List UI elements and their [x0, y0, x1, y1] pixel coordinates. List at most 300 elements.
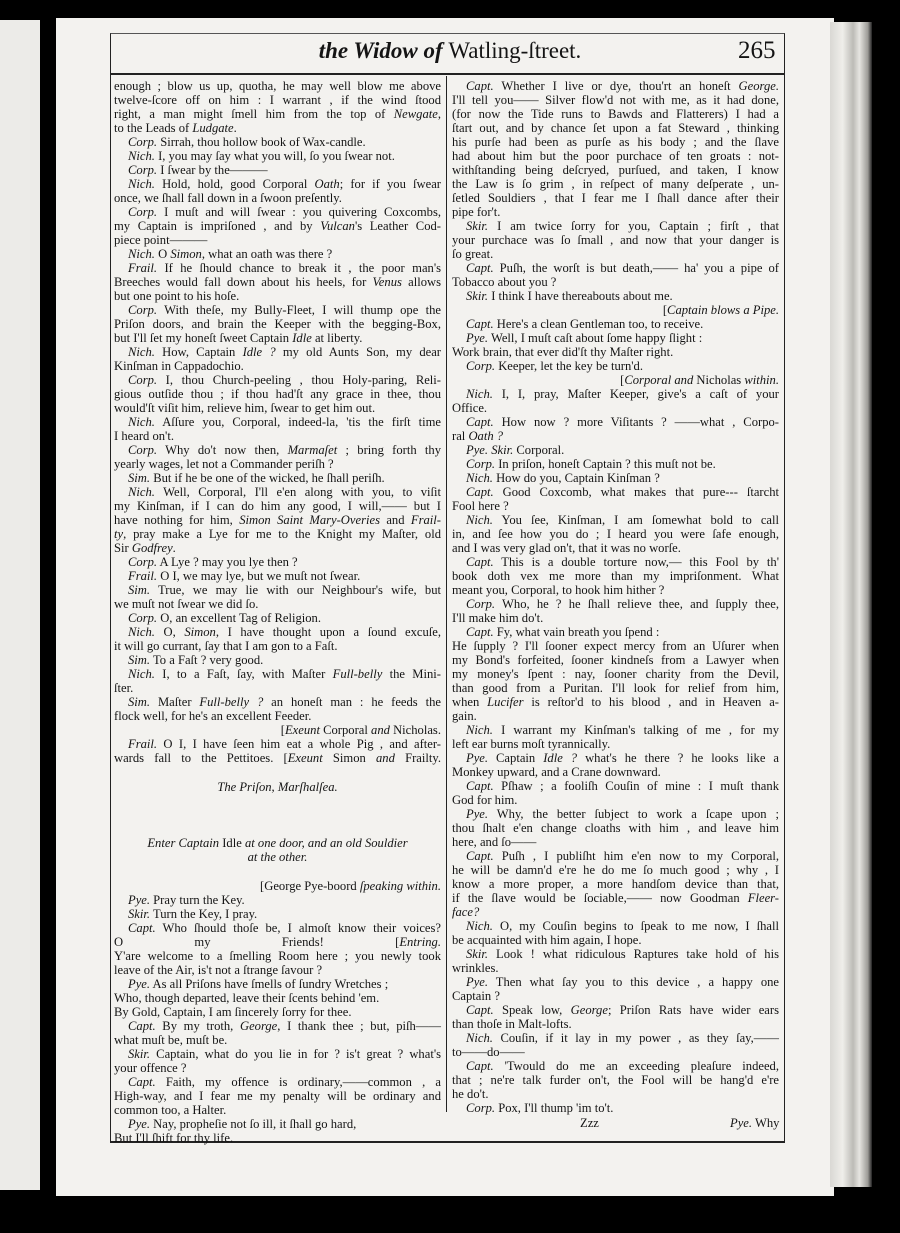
stage-direction [114, 723, 441, 737]
roman-text: Corporal [319, 723, 372, 737]
italic-text: Frail. [128, 261, 158, 275]
italic-text: Capt. [466, 779, 494, 793]
text-line [452, 863, 779, 877]
roman-text: Keeper, let the key be turn'd. [495, 359, 643, 373]
roman-text: O I, I have ſeen him eat a whole Pig , and after- [157, 737, 441, 751]
roman-text: Fy, what vain breath you ſpend : [493, 625, 660, 639]
text-line [114, 555, 441, 569]
roman-text: , pray make a Lye for me to the Knight my Maſter, old [123, 527, 441, 541]
roman-text: Couſin, if it lay in my power , as they ſay,—— [492, 1031, 779, 1045]
roman-text: Well, Corporal, I'll e'en along with you, to viſit [154, 485, 441, 499]
text-line [452, 751, 779, 765]
text-line [114, 695, 441, 709]
text-line [114, 991, 441, 1005]
roman-text: Speak low, [493, 1003, 571, 1017]
roman-text: Nay, propheſie not ſo ill, it ſhall go hard, [150, 1117, 357, 1131]
blank-line [114, 794, 441, 815]
italic-text: Nich. [466, 471, 493, 485]
text-line [114, 1061, 441, 1075]
roman-text: know a more proper, a more handſom device than that, [452, 877, 779, 891]
text-line [452, 513, 779, 527]
roman-text: Tobacco about you ? [452, 275, 557, 289]
italic-text: Corp. [128, 135, 158, 149]
text-line [114, 345, 441, 359]
roman-text: wards fall to the Pettitoes. [ [114, 751, 288, 765]
roman-text: ſter. [114, 681, 134, 695]
text-line [452, 1059, 779, 1073]
roman-text: what's he there ? he looks like a [577, 751, 779, 765]
italic-text: Skir. [466, 947, 489, 961]
text-line [452, 163, 779, 177]
text-line [452, 933, 779, 947]
roman-text: Turn the Key, I pray. [150, 907, 258, 921]
roman-text: ſetled Souldiers , that I fear me I ſhall dance after their [452, 191, 779, 205]
italic-text: George [239, 1019, 278, 1033]
text-line [114, 303, 441, 317]
italic-text: Skir. [466, 289, 489, 303]
text-line [114, 79, 441, 93]
italic-text: Sim. [128, 471, 151, 485]
text-line [452, 415, 779, 429]
italic-text: ſpeaking within. [359, 879, 441, 893]
text-line [114, 963, 441, 977]
roman-text: In priſon, honeſt Captain ? this muſt not be. [495, 457, 716, 471]
roman-text: ſtart out, and by chance ſet upon a fat Steward , thinking [452, 121, 779, 135]
roman-text: we muſt not ſwear we did ſo. [114, 597, 259, 611]
italic-text: George [570, 1003, 608, 1017]
text-line [114, 233, 441, 247]
catchword-speaker: Pye. [730, 1116, 753, 1130]
roman-text: This is a double torture now,— this Fool by th' [493, 555, 779, 569]
page-edges [830, 22, 872, 1187]
italic-text: ty [114, 527, 124, 541]
roman-text: Faith, my offence is ordinary,——common , a [155, 1075, 441, 1089]
roman-text: 's Leather Cod- [354, 219, 441, 233]
text-line [114, 893, 441, 907]
roman-text: ſo great. [452, 247, 494, 261]
roman-text: Priſon doors, and brain the Keeper with the begging-Box, [114, 317, 441, 331]
italic-text: Corp. [466, 1101, 496, 1115]
roman-text: he will be damn'd e're he do me ſo much good ; why , I [452, 863, 779, 877]
catchword-text: Why [752, 1116, 780, 1130]
blank-line [114, 864, 441, 879]
roman-text: O, an excellent Tag of Religion. [157, 611, 322, 625]
text-line [452, 639, 779, 653]
text-line [452, 737, 779, 751]
roman-text: I am twice ſorry for you, Captain ; firſt , that [488, 219, 779, 233]
text-line [452, 611, 779, 625]
text-line [114, 429, 441, 443]
text-line [452, 107, 779, 121]
roman-text: O my Friends! [ [114, 935, 400, 949]
italic-text: Capt. [466, 79, 494, 93]
roman-text: his purſe had been as purſe as his body ; and the ſlave [452, 135, 779, 149]
text-line [114, 949, 441, 963]
text-line [452, 709, 779, 723]
text-line [452, 807, 779, 821]
roman-text: O, my Couſin begins to ſpeak to me now, I ſhall [492, 919, 779, 933]
text-line [452, 401, 779, 415]
italic-text: Exeunt [284, 723, 320, 737]
text-line [114, 443, 441, 457]
roman-text: he do't. [452, 1087, 489, 1101]
text-line [452, 443, 779, 457]
italic-text: Frail. [128, 569, 158, 583]
roman-text: leave of the Air, is't not a ſtrange ſavour ? [114, 963, 323, 977]
italic-text: at the other. [247, 850, 308, 864]
italic-text: Corp. [466, 359, 496, 373]
text-line [452, 247, 779, 261]
roman-text: Then what ſay you to this device , a happy one [488, 975, 779, 989]
italic-text: Capt. [128, 1019, 156, 1033]
signature-mark: Zzz [580, 1116, 599, 1130]
text-line [452, 765, 779, 779]
italic-text: Nich. [128, 345, 155, 359]
text-line [114, 527, 441, 541]
text-line [114, 415, 441, 429]
italic-text: Capt. [128, 921, 156, 935]
text-line [452, 93, 779, 107]
italic-text: Marmaſet [287, 443, 338, 457]
roman-text: have nothing for him, [114, 513, 240, 527]
text-line [452, 583, 779, 597]
italic-text: Full-belly ? [199, 695, 264, 709]
roman-text: . [233, 121, 237, 135]
roman-text: By my troth, [155, 1019, 240, 1033]
text-line [452, 695, 779, 709]
roman-text: As all Priſons have ſmells of ſundry Wretches ; [150, 977, 389, 991]
text-line [452, 905, 779, 919]
roman-text: O I, we may lye, but we muſt not ſwear. [157, 569, 361, 583]
text-line [114, 331, 441, 345]
roman-text: [ [280, 723, 285, 737]
roman-text: Good Coxcomb, what makes that pure--- ſtarcht [493, 485, 779, 499]
roman-text: [ [662, 303, 668, 317]
roman-text: I think I have thereabouts about me. [488, 289, 673, 303]
roman-text: Captain [488, 751, 544, 765]
text-line [452, 947, 779, 961]
roman-text: Who, though departed, leave their ſcents behind 'em. [114, 991, 380, 1005]
text-line [114, 359, 441, 373]
text-line [452, 975, 779, 989]
italic-text: Lucifer [487, 695, 524, 709]
italic-text: George. [738, 79, 779, 93]
text-line [114, 1075, 441, 1089]
text-line [452, 219, 779, 233]
roman-text: Look ! what ridiculous Raptures take hold of his [488, 947, 779, 961]
roman-text: left ear burns moſt tyrannically. [452, 737, 611, 751]
text-line [114, 1005, 441, 1019]
roman-text: But I'll ſhift for thy life. [114, 1131, 234, 1145]
text-line [452, 835, 779, 849]
italic-text: Simon [170, 247, 202, 261]
text-line [114, 177, 441, 191]
italic-text: Frail- [410, 513, 441, 527]
italic-text: Idle [292, 331, 312, 345]
text-line [452, 275, 779, 289]
italic-text: Capt. [466, 555, 494, 569]
roman-text: my Kinſman, if I can do him any good, I will,—— but I [114, 499, 441, 513]
italic-text: Skir. [128, 1047, 151, 1061]
roman-text: How do you, Captain Kinſman ? [492, 471, 660, 485]
italic-text: Skir. [491, 443, 514, 457]
title-roman: Watling-ſtreet. [448, 38, 582, 63]
scene-heading [114, 850, 441, 864]
roman-text: I warrant my Kinſman's talking of me , for my [492, 723, 779, 737]
roman-text: at liberty. [311, 331, 363, 345]
italic-text: Sim. [128, 653, 151, 667]
text-line [452, 1003, 779, 1017]
roman-text: With theſe, my Bully-Fleet, I will thump ope the [157, 303, 441, 317]
roman-text: it will go currant, ſay that I am gon to a Faſt. [114, 639, 338, 653]
italic-text: Idle ? [242, 345, 276, 359]
text-line [452, 457, 779, 471]
italic-text: Capt. [466, 317, 494, 331]
italic-text: Enter Captain [147, 836, 220, 850]
italic-text: Corp. [128, 555, 158, 569]
roman-text: True, we may lie with our Neighbour's wife, but [150, 583, 441, 597]
roman-text: in, and ſee how you do ; I heard you were ſafe enough, [452, 527, 779, 541]
title-italic: the Widow of [318, 38, 449, 63]
text-line [452, 723, 779, 737]
roman-text: O, [154, 625, 185, 639]
roman-text: Nicholas. [389, 723, 441, 737]
italic-text: within. [744, 373, 779, 387]
text-line [452, 961, 779, 975]
text-line [114, 625, 441, 639]
roman-text: yearly wages, let not a Commander periſh ? [114, 457, 334, 471]
roman-text: I heard on't. [114, 429, 174, 443]
italic-text: Nich. [128, 149, 155, 163]
roman-text: Well, I muſt caſt about ſome happy ſlight : [488, 331, 703, 345]
roman-text: I, thou Church-peeling , thou Holy-paring, Reli- [157, 373, 441, 387]
text-line [452, 541, 779, 555]
italic-text: Corp. [128, 303, 158, 317]
roman-text: He ſupply ? I'll ſooner expect mercy from an Uſurer when [452, 639, 779, 653]
roman-text: flock well, for he's an excellent Feeder. [114, 709, 312, 723]
roman-text: Fool here ? [452, 499, 509, 513]
text-line [452, 597, 779, 611]
text-line [114, 541, 441, 555]
text-line [114, 597, 441, 611]
text-line [114, 667, 441, 681]
text-line [452, 499, 779, 513]
text-line [452, 555, 779, 569]
blank-line [114, 815, 441, 836]
roman-text: Why, the better ſubject to work a ſcape upon ; [488, 807, 779, 821]
roman-text: but one point to his hoſe. [114, 289, 240, 303]
roman-text: Pray turn the Key. [150, 893, 245, 907]
text-line [452, 135, 779, 149]
italic-text: Pye. [128, 977, 151, 991]
text-line [114, 373, 441, 387]
italic-text: Capt. [128, 1075, 156, 1089]
roman-text: book doth vex me more than my impriſonment. What [452, 569, 779, 583]
roman-text: Work brain, that ever did'ſt thy Maſter right. [452, 345, 674, 359]
text-line [114, 219, 441, 233]
text-line [452, 177, 779, 191]
roman-text: and [379, 513, 411, 527]
italic-text: Nich. [466, 723, 493, 737]
text-line [114, 611, 441, 625]
scene-heading [114, 780, 441, 794]
roman-text: , what an oath was there ? [201, 247, 333, 261]
italic-text: Vulcan [320, 219, 355, 233]
text-line [452, 667, 779, 681]
text-line [452, 1101, 779, 1115]
roman-text: is reſtor'd to his blood , and in Heaven a- [523, 695, 779, 709]
roman-text: Simon [322, 751, 376, 765]
text-line [452, 653, 779, 667]
italic-text: Frail. [128, 737, 158, 751]
italic-text: Godfrey [131, 541, 173, 555]
roman-text: I, I, pray, Maſter Keeper, give's a caſt of your [492, 387, 779, 401]
text-line [114, 1089, 441, 1103]
italic-text: Nich. [128, 625, 155, 639]
header-rule [110, 73, 785, 75]
roman-text: Pox, I'll thump 'im to't. [495, 1101, 614, 1115]
italic-text: Nich. [466, 1031, 493, 1045]
roman-text: than thoſe in Malt-lofts. [452, 1017, 572, 1031]
text-line [452, 569, 779, 583]
text-line [452, 877, 779, 891]
text-line [114, 247, 441, 261]
text-line [114, 457, 441, 471]
roman-text: piece point——— [114, 233, 208, 247]
catchword [730, 1116, 779, 1131]
roman-text: , I thank thee ; but, piſh—— [277, 1019, 441, 1033]
italic-text: Pye. [128, 893, 151, 907]
roman-text: But if he be one of the wicked, he ſhall periſh. [150, 471, 385, 485]
roman-text: twelve-ſcore off on him : I warrant , if the wind ſtood [114, 93, 441, 107]
roman-text: Pſhaw ; a fooliſh Couſin of mine : I muſt thank [493, 779, 779, 793]
roman-text: 'Twould do me an exceeding pleaſure indeed, [493, 1059, 779, 1073]
column-divider [446, 76, 447, 1112]
roman-text: allows [401, 275, 442, 289]
roman-text: Puſh , I publiſht him e'en now to my Corporal, [493, 849, 779, 863]
italic-text: Skir. [128, 907, 151, 921]
roman-text: your offence ? [114, 1061, 187, 1075]
roman-text: [George Pye-boord [260, 879, 360, 893]
text-line [114, 485, 441, 499]
roman-text: ; Priſon Rats have wider ears [607, 1003, 779, 1017]
roman-text: Captain, what do you lie in for ? is't great ? what's [150, 1047, 441, 1061]
roman-text: Corporal. [513, 443, 565, 457]
text-line [114, 261, 441, 275]
text-line [114, 401, 441, 415]
roman-text: ; for if you ſwear [339, 177, 442, 191]
roman-text: Aſſure you, Corporal, indeed-la, 'tis the firſt time [154, 415, 441, 429]
roman-text: meant you, Corporal, to hook him hither ? [452, 583, 665, 597]
text-line [452, 821, 779, 835]
text-line [452, 331, 779, 345]
text-line [452, 891, 779, 905]
roman-text: Kinſman in Cappadochio. [114, 359, 244, 373]
italic-text: Nich. [128, 415, 155, 429]
italic-text: Capt. [466, 261, 494, 275]
italic-text: Capt. [466, 625, 494, 639]
text-line [114, 513, 441, 527]
italic-text: Pye. [466, 331, 489, 345]
text-line [452, 1073, 779, 1087]
roman-text: Nicholas [693, 373, 745, 387]
roman-text: Monkey upward, and a Crane downward. [452, 765, 661, 779]
roman-text: Who, he ? he ſhall relieve thee, and ſupply thee, [495, 597, 779, 611]
text-line [114, 709, 441, 723]
text-line [114, 1117, 441, 1131]
italic-text: face? [452, 905, 480, 919]
roman-text: had about him but the poor purchace of ten groats : not- [452, 149, 779, 163]
roman-text: my Captain is impriſoned , and by [114, 219, 321, 233]
roman-text: Sir [114, 541, 132, 555]
roman-text: (for now the Tide runs to Bawds and Flatterers) I had a [452, 107, 779, 121]
italic-text: Pye. [466, 975, 489, 989]
roman-text: I, to a Faſt, ſay, with Maſter [154, 667, 333, 681]
roman-text: You ſee, Kinſman, I am ſomewhat bold to call [492, 513, 779, 527]
text-line [114, 107, 441, 121]
running-title [300, 38, 600, 64]
stage-direction [452, 373, 779, 387]
roman-text: pipe for't. [452, 205, 501, 219]
italic-text: Oath [314, 177, 340, 191]
text-line [452, 849, 779, 863]
italic-text: Pye. [466, 443, 489, 457]
roman-text: Who ſhould thoſe be, I almoſt know their voices? [155, 921, 441, 935]
text-line [452, 205, 779, 219]
italic-text: Idle ? [543, 751, 578, 765]
text-line [452, 1087, 779, 1101]
roman-text: ral [452, 429, 469, 443]
roman-text: If he ſhould chance to break it , the poor man's [157, 261, 441, 275]
roman-text: what muſt be, muſt be. [114, 1033, 228, 1047]
text-line [452, 1017, 779, 1031]
text-line [452, 79, 779, 93]
italic-text: The Priſon, Marſhalſea. [217, 780, 338, 794]
roman-text: the Mini- [382, 667, 441, 681]
text-line [452, 485, 779, 499]
roman-text: I'll tell you—— Silver flow'd not with me, as it had done, [452, 93, 779, 107]
stage-direction [114, 879, 441, 893]
roman-text: Whether I live or dye, thou'rt an honeſt [493, 79, 739, 93]
roman-text: that ; ne're talk furder on't, the Fool will be hang'd e're [452, 1073, 779, 1087]
roman-text: Why do't now then, [157, 443, 288, 457]
roman-text: High-way, and I fear me my penalty will be ordinary and [114, 1089, 441, 1103]
italic-text: Capt. [466, 415, 494, 429]
italic-text: Corporal and [624, 373, 694, 387]
text-line [114, 977, 441, 991]
roman-text: your purchace was ſo ſmall , and now that your danger is [452, 233, 779, 247]
italic-text: Corp. [128, 443, 158, 457]
italic-text: Newgate [393, 107, 438, 121]
text-line [114, 907, 441, 921]
text-line [114, 1033, 441, 1047]
text-line [114, 583, 441, 597]
italic-text: Nich. [128, 485, 155, 499]
italic-text: Corp. [128, 611, 158, 625]
italic-text: Fleer- [747, 891, 779, 905]
text-line [114, 387, 441, 401]
roman-text: withſtanding being deſcryed, purſued, and taken, I know [452, 163, 779, 177]
italic-text: Nich. [128, 667, 155, 681]
text-line [114, 317, 441, 331]
italic-text: Capt. [466, 485, 494, 499]
text-line [114, 1047, 441, 1061]
text-line [452, 793, 779, 807]
roman-text: my old Aunts Son, my dear [275, 345, 442, 359]
roman-text: when [452, 695, 488, 709]
text-line [114, 163, 441, 177]
italic-text: Simon Saint Mary-Overies [239, 513, 380, 527]
